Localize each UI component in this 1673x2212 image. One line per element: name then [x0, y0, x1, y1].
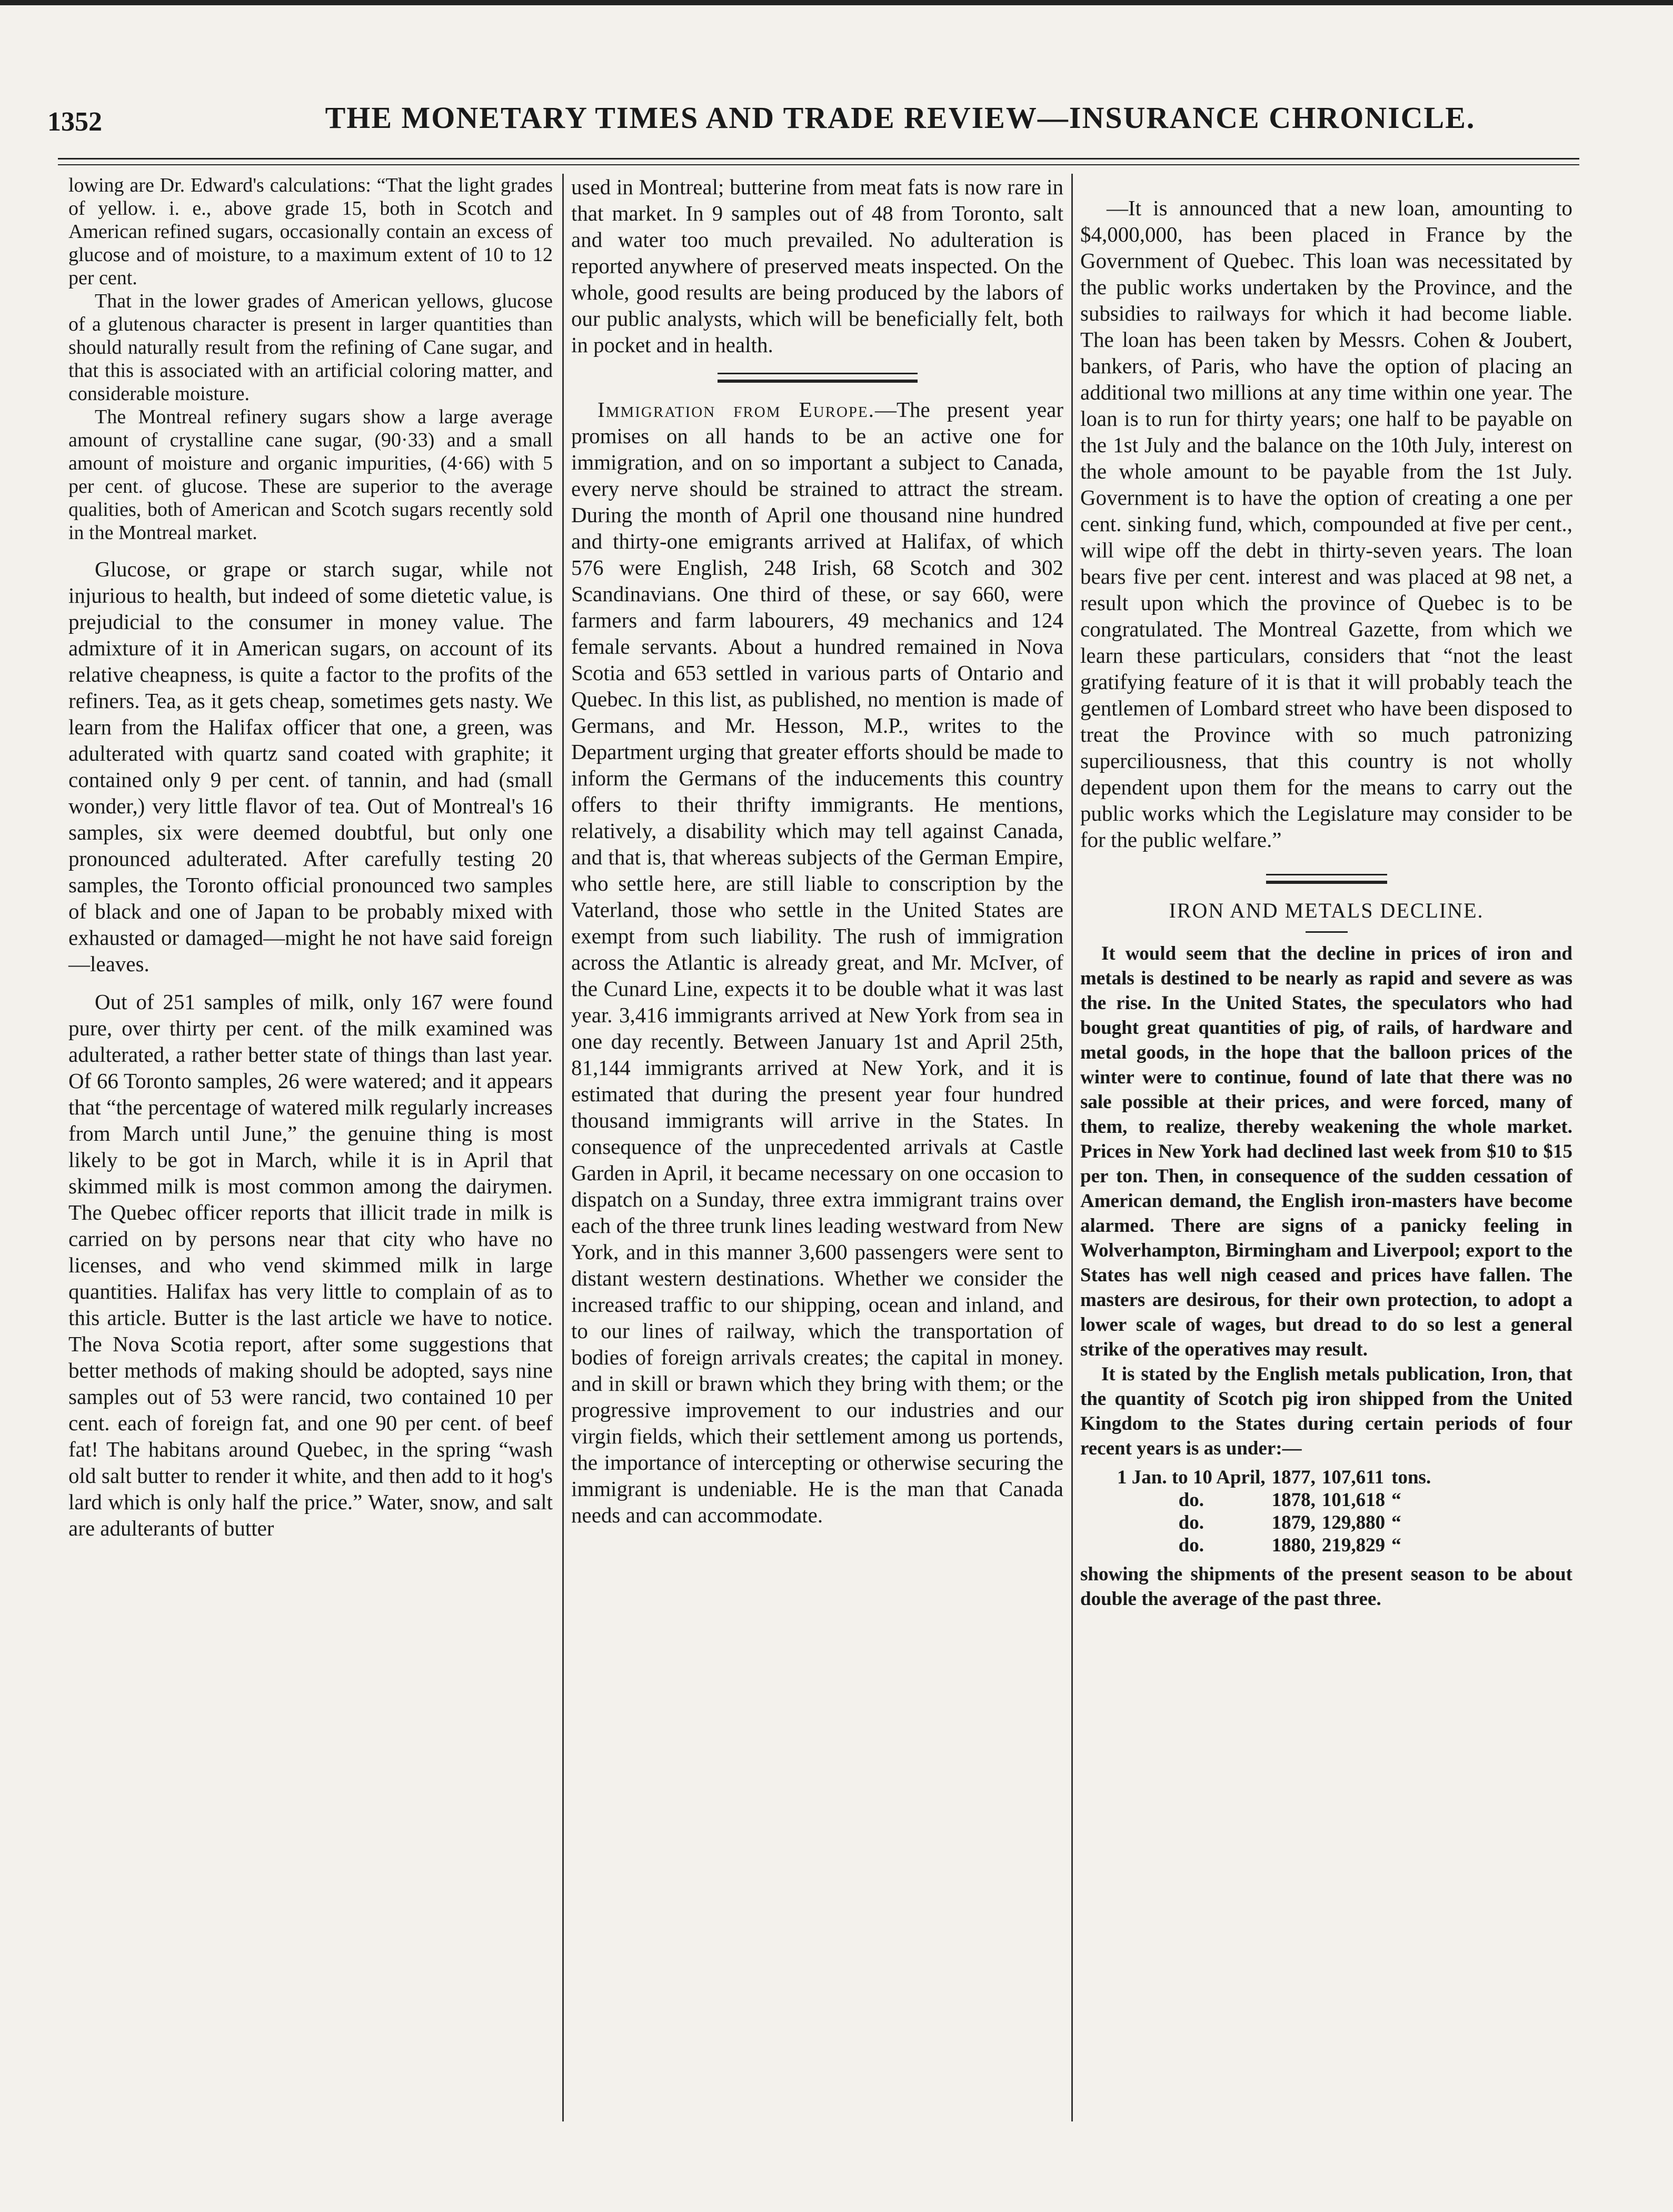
paragraph: used in Montreal; butterine from meat fats is now rare in that market. In 9 samples out of 48 from Toronto, salt and water too much prevailed. No adulteration is reported anywhere of preserved meats inspected. On the whole, good results are being produced by the labors of our public analysts, which will be beneficially felt, both in pocket and in health. [571, 175, 1063, 357]
paragraph: It is stated by the English metals publication, Iron, that the quantity of Scotch pig iron shipped from the United Kingdom to the States during certain periods of four recent years is as under:— [1080, 1363, 1572, 1459]
paragraph: lowing are Dr. Edward's calculations: “That the light grades of yellow. i. e., above grade 15, both in Scotch and American refined sugars, occasionally contain an excess of glucose and of moisture, to a maximum extent of 10 to 12 per cent. [68, 174, 553, 289]
heading-rule [1306, 931, 1348, 933]
column-divider [1071, 174, 1073, 2121]
shipment-table [1117, 1466, 1437, 1557]
column-middle [571, 174, 1063, 1528]
paragraph: It would seem that the decline in prices of iron and metals is destined to be nearly as rapid and severe as was the rise. In the United States, the speculators who had bought great quantities of pig, of rails, of hardware and metal goods, in the hope that the balloon prices of the winter were to continue, found of late that there was no sale possible at their prices, and were forced, many of them, to realize, thereby weakening the whole market. Prices in New York had declined last week from $10 to $15 per ton. Then, in consequence of the sudden cessation of American demand, the English iron-masters have become alarmed. There are signs of a panicky feeling in Wolverhampton, Birmingham and Liverpool; export to the States has well nigh ceased and prices have fallen. The masters are desirous, for their own protection, to adopt a lower scale of wages, but dread to do so lest a general strike of the operatives may result. [1080, 943, 1572, 1360]
paragraph: —It is announced that a new loan, amounting to $4,000,000, has been placed in France by the Government of Quebec. This loan was necessitated by the public works undertaken by the Province, and the subsidies to railways for which it had become liable. The loan has been taken by Messrs. Cohen & Joubert, bankers, of Paris, who have the option of placing an additional two millions at any time within one year. The loan is to run for thirty years; one half to be payable on the 1st July and the balance on the 10th July, interest on the whole amount to be payable from the 1st July. Government is to have the option of creating a one per cent. sinking fund, which, compounded at five per cent., will wipe off the debt in thirty-seven years. The loan bears five per cent. interest and was placed at 98 net, a result upon which the province of Quebec is to be congratulated. The Montreal Gazette, from which we learn these particulars, considers that “not the least gratifying feature of it is that it will probably teach the gentlemen of Lombard street who have been disposed to treat the Province with so much patronizing superciliousness, that this country is not wholly dependent upon them for the means to carry out the public works which the Legislature may consider to be for the public welfare.” [1080, 196, 1572, 852]
paragraph: That in the lower grades of American yellows, glucose of a glutenous character is present in larger quantities than should naturally result from the refining of Cane sugar, and that this is associated with an artificial coloring matter, and considerable moisture. [68, 290, 553, 405]
paragraph [571, 396, 1063, 1528]
paragraph: The Montreal refinery sugars show a large average amount of crystalline cane sugar, (90·33) and a small amount of moisture and organic impurities, (4·66) with 5 per cent. of glucose. These are superior to the average qualities, both of American and Scotch sugars recently sold in the Montreal market. [68, 406, 553, 544]
section-separator [1266, 874, 1387, 884]
column-right [1080, 174, 1572, 1611]
section-heading: IRON AND METALS DECLINE. [1169, 899, 1484, 922]
page-number: 1352 [47, 107, 102, 137]
iron-article [1080, 941, 1572, 1611]
column-left [68, 174, 553, 1541]
column-divider [562, 174, 564, 2121]
table-row: do. 1878, 101,618 “ [1178, 1489, 1401, 1511]
table-row: do. 1879, 129,880 “ [1178, 1512, 1401, 1533]
table-row: do. 1880, 219,829 “ [1178, 1535, 1401, 1556]
page-title: THE MONETARY TIMES AND TRADE REVIEW—INSURANCE CHRONICLE. [325, 101, 1476, 135]
table-row: 1 Jan. to 10 April, 1877, 107,611 tons. [1117, 1467, 1431, 1488]
section-separator [718, 373, 918, 383]
top-border [0, 0, 1673, 5]
header-rule [58, 158, 1579, 160]
paragraph: Out of 251 samples of milk, only 167 were found pure, over thirty per cent. of the milk examined was adulterated, a rather better state of things than last year. Of 66 Toronto samples, 26 were watered; and it appears that “the percentage of watered milk regularly increases from March until June,” the genuine thing is most likely to be got in March, while it is in April that skimmed milk is most common among the dairymen. The Quebec officer reports that illicit trade in milk is carried on by persons near that city who have no licenses, and who vend skimmed milk in large quantities. Halifax has very little to complain of as to this article. Butter is the last article we have to notice. The Nova Scotia report, after some suggestions that better methods of making should be adopted, says nine samples out of 53 were rancid, two contained 10 per cent. each of foreign fat, and one 90 per cent. of beef fat! The habitans around Quebec, in the spring “wash old salt butter to render it white, and then add to it hog's lard which is only half the price.” Water, snow, and salt are adulterants of butter [68, 990, 553, 1540]
paragraph: showing the shipments of the present season to be about double the average of the past three. [1080, 1563, 1572, 1610]
paragraph: Glucose, or grape or starch sugar, while not injurious to health, but indeed of some dietetic value, is prejudicial to the consumer in money value. The admixture of it in American sugars, on account of its relative cheapness, is quite a factor to the profits of the refiners. Tea, as it gets cheap, sometimes gets nasty. We learn from the Halifax officer that one, a green, was adulterated with quartz sand coated with graphite; it contained only 9 per cent. of tannin, and had (small wonder,) very little flavor of tea. Out of Montreal's 16 samples, six were deemed doubtful, but only one pronounced adulterated. After carefully testing 20 samples, the Toronto official pronounced two samples of black and one of Japan to be probably mixed with exhausted or damaged—might he not have said foreign —leaves. [68, 557, 553, 976]
article-body: —The present year promises on all hands to be an active one for immigration, and on so important a subject to Canada, every nerve should be strained to attract the stream. During the month of April one thousand nine hundred and thirty-one emigrants arrived at Halifax, of which 576 were English, 248 Irish, 68 Scotch and 302 Scandinavians. One third of these, or say 660, were farmers and farm labourers, 49 mechanics and 124 female servants. About a hundred remained in Nova Scotia and 653 settled in various parts of Ontario and Quebec. In this list, as published, no mention is made of Germans, and Mr. Hesson, M.P., writes to the Department urging that greater efforts should be made to inform the Germans of the inducements this country offers to their thrifty immigrants. He mentions, relatively, a disability which may tell against Canada, and that is, that whereas subjects of the German Empire, who settle here, are still liable to conscription by the Vaterland, those who settle in the United States are exempt from such liability. The rush of immigration across the Atlantic is already great, and Mr. McIver, of the Cunard Line, expects it to be double what it was last year. 3,416 immigrants arrived at New York from sea in one day recently. Between January 1st and April 25th, 81,144 immigrants arrived at New York, and it is estimated that during the present year four hundred thousand immigrants will arrive in the States. In consequence of the unprecedented arrivals at Castle Garden in April, it became necessary on one occasion to dispatch on a Sunday, three extra immigrant trains over each of the three trunk lines leading westward from New York, and in this manner 3,600 passengers were sent to distant western destinations. Whether we consider the increased traffic to our shipping, ocean and inland, and to our lines of railway, which the transportation of bodies of foreign arrivals creates; the capital in money. and in skill or brawn which they bring with them; or the progressive improvement to our industries and our virgin fields, which their settlement among us portends, the importance of intercepting or otherwise securing the immigrant is undeniable. He is the man that Canada needs and can accommodate. [571, 397, 1063, 1527]
page-header [47, 100, 1569, 142]
header-rule-thin [58, 164, 1579, 165]
article-lead: Immigration from Europe. [598, 397, 875, 422]
